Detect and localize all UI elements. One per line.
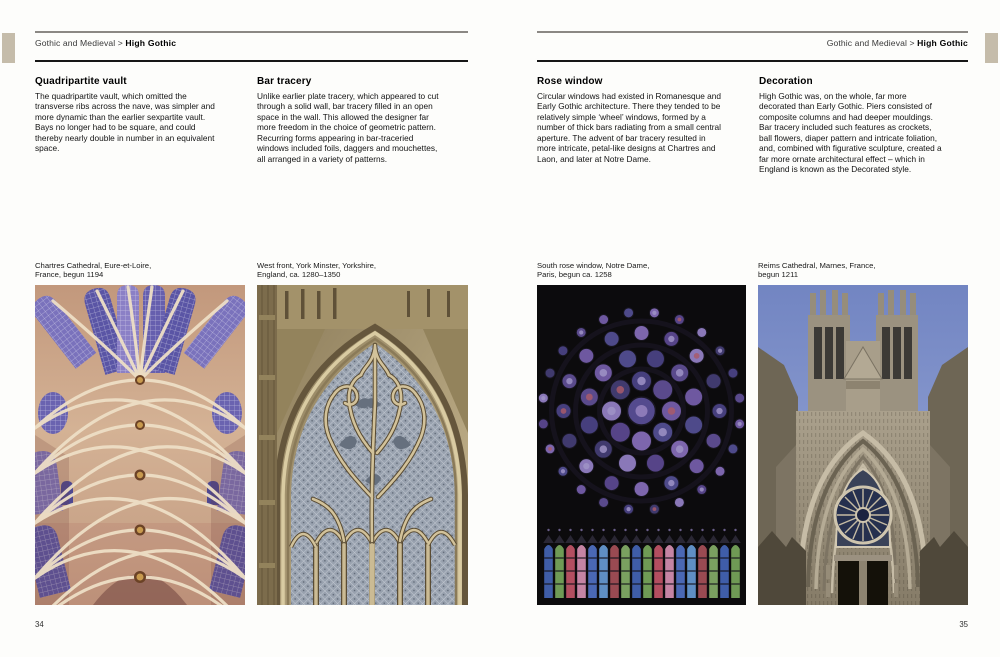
caption-line: West front, York Minster, Yorkshire, <box>257 261 377 270</box>
running-header <box>537 38 968 48</box>
caption-notre-dame-rose <box>537 261 747 280</box>
column-heading: Decoration <box>759 76 813 87</box>
column-rose-window <box>537 76 747 164</box>
column-quadripartite-vault <box>35 76 245 154</box>
york-minster-tracery-photo <box>257 285 468 605</box>
running-header <box>35 38 468 48</box>
column-heading: Quadripartite vault <box>35 76 127 87</box>
header-rule-top <box>35 31 468 33</box>
caption-line: France, begun 1194 <box>35 270 104 280</box>
caption-line: Chartres Cathedral, Eure-et-Loire, <box>35 261 152 270</box>
header-rule-bottom <box>537 60 968 62</box>
section-title: High Gothic <box>125 38 177 48</box>
caption-line: begun 1211 <box>758 270 799 280</box>
rose-window-illustration <box>537 285 746 605</box>
reims-facade-illustration <box>758 285 968 605</box>
column-heading: Rose window <box>537 76 603 87</box>
column-body: Circular windows had existed in Romanesque and Early Gothic architecture. There they tended to be relatively simple ‘wheel’ windows, formed by a number of thick bars radiating from a small central aperture. The advent of bar tracery resulted in more intricate, petal-like designs at Chartres and Laon, and later at Notre Dame. <box>537 90 722 164</box>
caption-line: Reims Cathedral, Marnes, France, <box>758 261 876 270</box>
york-tracery-illustration <box>257 285 468 605</box>
page-number: 35 <box>959 620 968 629</box>
chartres-vault-illustration <box>35 285 245 605</box>
page-left <box>35 0 468 657</box>
section-title: High Gothic <box>917 38 968 48</box>
column-decoration <box>759 76 970 175</box>
caption-line: England, ca. 1280–1350 <box>257 270 341 280</box>
header-rule-top <box>537 31 968 33</box>
page-number: 34 <box>35 620 44 629</box>
caption-line: Paris, begun ca. 1258 <box>537 270 612 280</box>
chartres-vault-photo <box>35 285 245 605</box>
page-right <box>537 0 968 657</box>
caption-reims-cathedral <box>758 261 958 280</box>
column-bar-tracery <box>257 76 468 164</box>
column-heading: Bar tracery <box>257 76 312 87</box>
breadcrumb: Gothic and Medieval > <box>826 38 915 48</box>
column-body: High Gothic was, on the whole, far more decorated than Early Gothic. Piers consisted of composite columns and had deeper mouldings. Bar tracery included such features as crockets, ball flowers, diaper pattern and intricate foliation, and, combined with figurative sculpture, created a far more ornate architectural effect – which in England is known as the Decorated style. <box>759 90 942 175</box>
caption-york-minster <box>257 261 457 280</box>
caption-chartres-vault <box>35 261 245 280</box>
section-edge-tab-right <box>985 33 998 63</box>
reims-cathedral-photo <box>758 285 968 605</box>
column-body: Unlike earlier plate tracery, which appeared to cut through a solid wall, bar tracery filled in an open space in the wall. This allowed the designer far more freedom in the choice of geometric pattern. Recurring forms appearing in bar-traceried windows included foils, daggers and mouchettes, all arranged in a variety of patterns. <box>257 90 439 164</box>
header-rule-bottom <box>35 60 468 62</box>
breadcrumb: Gothic and Medieval > <box>35 38 123 48</box>
section-edge-tab-left <box>2 33 15 63</box>
caption-line: South rose window, Notre Dame, <box>537 261 650 270</box>
notre-dame-rose-photo <box>537 285 746 605</box>
column-body: The quadripartite vault, which omitted the transverse ribs across the nave, was simpler and more dynamic than the earlier sexpartite vault. Bays no longer had to be square, and could thereby nearly double in number in an equivalent space. <box>35 90 215 154</box>
